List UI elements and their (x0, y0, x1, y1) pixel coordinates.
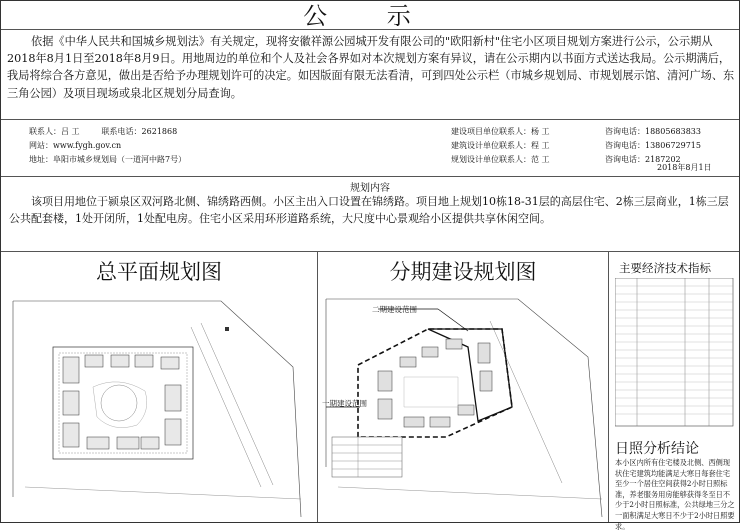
site-plan-title: 总平面规划图 (96, 260, 222, 284)
phase2-label: 二期建设范围 (372, 305, 417, 314)
indicators-panel (609, 251, 739, 531)
site-plan-drawing (1, 287, 317, 522)
phone-value: 2621868 (141, 127, 178, 136)
arch-name: 程 工 (531, 141, 550, 150)
address-label: 地址： (29, 155, 53, 164)
intro-paragraph: 依据《中华人民共和国城乡规划法》有关规定，现将安徽祥源公园城开发有限公司的"欧阳新村"住宅小区项目规划方案进行公示，公示期从2018年8月1日至2018年8月9日。用地周边的单位和个人及社会各界如对本次规划方案有异议，请在公示期内以书面方式送达我局。公示期满后，我局将综合各方意见，做出是否给予办理规划许可的决定。如因版面有限无法看清，可到四处公示栏（市城乡规划局、市规划展示馆、清河广场、东三角公园）及项目现场或泉北区规划分局查询。 (7, 35, 735, 100)
phase-plan-panel (318, 251, 609, 522)
notice-date: 2018年8月1日 (657, 163, 712, 172)
tel-label: 咨询电话： (605, 127, 645, 136)
address-value: 阜阳市城乡规划局（一道河中路7号） (53, 155, 187, 164)
notice-title: 公 示 (1, 1, 739, 30)
sun-analysis-title: 日照分析结论 (615, 441, 699, 457)
plan-name: 范 工 (531, 155, 550, 164)
phone-label: 联系电话： (101, 127, 142, 136)
indicators-table (615, 278, 735, 428)
plan-paragraph: 该项目用地位于颍泉区双河路北侧、锦绣路西侧。小区主出入口设置在锦绣路。项目地上规划10栋18-31层的高层住宅、2栋三层商业，1栋三层公共配套楼，1处开闭所，1处配电房。住宅小区采用环形道路系统，大尺度中心景观给小区提供共享休闲空间。 (9, 195, 729, 225)
person-name: 吕 工 (61, 127, 80, 136)
builder-name: 杨 工 (531, 127, 550, 136)
contact-block (1, 119, 739, 177)
plan-heading: 规划内容 (350, 183, 390, 194)
website-link[interactable]: www.fygh.gov.cn (53, 141, 122, 150)
person-label: 联系人： (29, 127, 61, 136)
plan-label: 规划设计单位联系人： (451, 155, 531, 164)
phase1-label: 一期建设范围 (322, 399, 367, 408)
tel-label: 咨询电话： (605, 141, 645, 150)
website-label: 网站： (29, 141, 53, 150)
site-plan-panel (1, 251, 318, 522)
tel-label: 咨询电话： (605, 155, 645, 164)
arch-label: 建筑设计单位联系人： (451, 141, 531, 150)
arch-tel: 13806729715 (645, 141, 701, 150)
builder-tel: 18805683833 (645, 127, 701, 136)
bureau-contact (29, 126, 186, 166)
phase-plan-title: 分期建设规划图 (389, 260, 537, 284)
indicators-title: 主要经济技术指标 (619, 261, 711, 275)
unit-contacts (451, 126, 550, 166)
unit-phones (605, 126, 701, 166)
plan-tel: 2187202 (645, 155, 681, 164)
builder-label: 建设项目单位联系人： (451, 127, 531, 136)
sun-analysis-body: 本小区内所有住宅楼及北侧、西侧现状住宅建筑均能满足大寒日每套住宅至少一个居住空间获得2小时日照标准，养老服务用房能够获得冬至日不少于2小时日照标准，公共绿地三分之一面积满足大寒日不少于2小时日照要求。 (615, 458, 735, 531)
